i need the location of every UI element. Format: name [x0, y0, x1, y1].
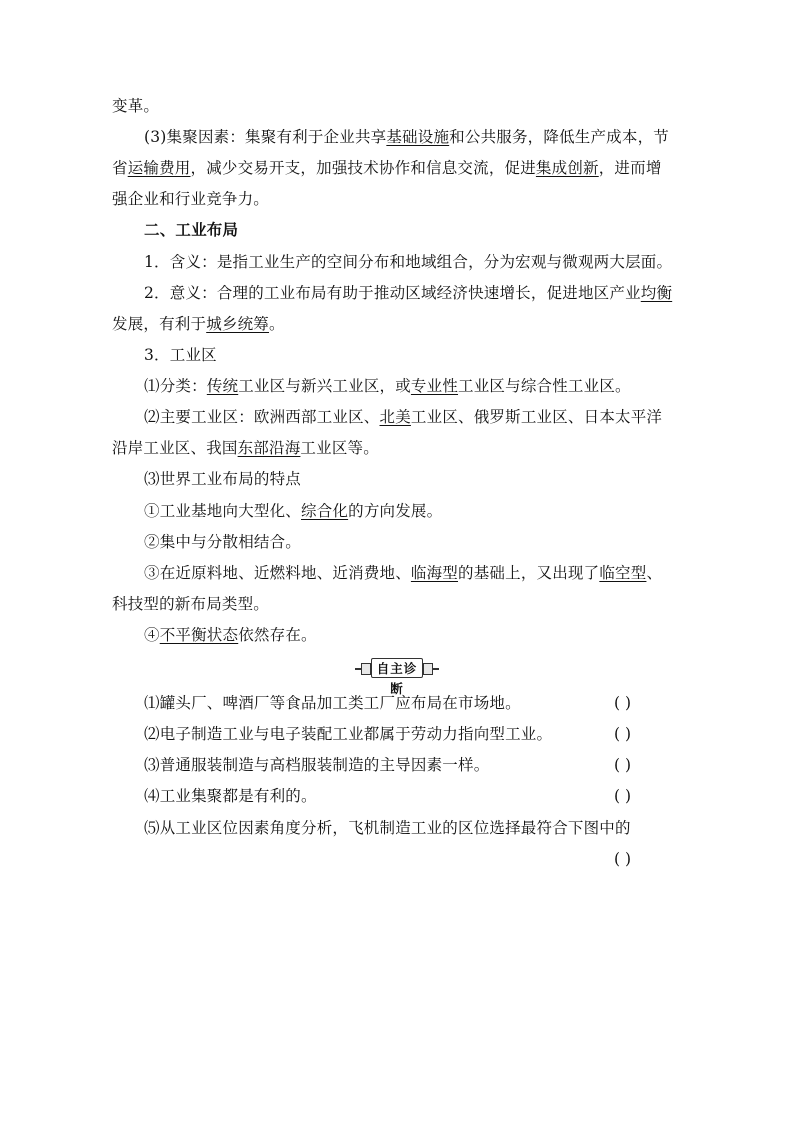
text-segment: ①工业基地向大型化、: [144, 502, 302, 520]
text-line: [144, 283, 672, 303]
text-segment: 的方向发展。: [348, 502, 443, 520]
underlined-term: 均衡: [640, 284, 673, 302]
underlined-term: 临空型: [599, 564, 647, 582]
text-line: [144, 563, 662, 583]
text-segment: ⑶世界工业布局的特点: [144, 470, 302, 488]
text-line: [144, 376, 631, 396]
text-segment: 发展，有利于: [112, 315, 207, 333]
badge-cap-right: [423, 663, 433, 675]
underlined-term: 传统: [206, 377, 239, 395]
text-segment: 和公共服务，降低生产成本，节: [449, 128, 669, 146]
text-segment: 依然存在。: [238, 626, 317, 644]
text-line: [144, 469, 301, 489]
text-segment: ③在近原料地、近燃料地、近消费地、: [144, 564, 411, 582]
text-segment: 科技型的新布局类型。: [112, 595, 270, 613]
text-segment: 二、工业布局: [144, 220, 239, 239]
text-segment: 。: [269, 315, 285, 333]
section-heading: [144, 220, 238, 240]
text-segment: 省: [112, 159, 128, 177]
text-segment: 3．工业区: [144, 346, 217, 364]
text-segment: 工业区与综合性工业区。: [458, 377, 631, 395]
self-diagnosis-badge: [355, 658, 439, 696]
answer-parentheses: ( ): [614, 694, 632, 712]
text-line: [112, 158, 662, 178]
text-line: [112, 96, 159, 116]
underlined-term: 运输费用: [127, 159, 191, 177]
text-segment: ④: [144, 626, 160, 644]
text-segment: ②集中与分散相结合。: [144, 533, 302, 551]
text-segment: ⑴分类：: [144, 377, 207, 395]
underlined-term: 集成创新: [535, 159, 599, 177]
text-segment: 工业区与新兴工业区，或: [238, 377, 411, 395]
text-segment: 的基础上，又出现了: [458, 564, 600, 582]
underlined-term: 临海型: [410, 564, 459, 582]
text-segment: ，进而增: [598, 159, 662, 177]
answer-parentheses: ( ): [614, 725, 632, 743]
text-segment: ⑵主要工业区：欧洲西部工业区、: [144, 408, 380, 426]
text-segment: 工业区等。: [300, 439, 379, 457]
text-line: [144, 501, 442, 521]
text-segment: 强企业和行业竞争力。: [112, 190, 270, 208]
text-line: [112, 314, 285, 334]
text-line: [112, 594, 269, 614]
question-text: ⑶普通服装制造与高档服装制造的主导因素一样。: [144, 756, 490, 774]
text-line: [144, 407, 662, 427]
question-text: ⑸从工业区位因素角度分析，飞机制造工业的区位选择最符合下图中的: [144, 819, 631, 837]
underlined-term: 专业性: [410, 377, 459, 395]
text-segment: ，减少交易开支，加强技术协作和信息交流，促进: [190, 159, 536, 177]
underlined-term: 综合化: [301, 502, 349, 520]
text-segment: 变革。: [112, 97, 160, 115]
text-line: [144, 625, 317, 645]
subsection-heading: [144, 345, 217, 365]
text-line: [144, 252, 672, 272]
question-text: ⑵电子制造工业与电子装配工业都属于劳动力指向型工业。: [144, 725, 553, 743]
text-line: [144, 127, 669, 147]
text-line: [144, 532, 301, 552]
underlined-term: 基础设施: [386, 128, 450, 146]
answer-parentheses: ( ): [614, 787, 632, 805]
answer-parentheses: ( ): [614, 756, 632, 774]
badge-cap-left: [361, 663, 371, 675]
text-segment: 工业区、俄罗斯工业区、日本太平洋: [410, 408, 663, 426]
answer-parentheses: ( ): [614, 850, 632, 868]
underlined-term: 东部沿海: [237, 439, 301, 457]
underlined-term: 不平衡状态: [159, 626, 239, 644]
text-segment: 1．含义：是指工业生产的空间分布和地域组合，分为宏观与微观两大层面。: [144, 253, 673, 271]
text-segment: 、: [646, 564, 663, 582]
text-segment: (3)集聚因素：集聚有利于企业共享: [144, 128, 387, 146]
question-text: ⑴罐头厂、啤酒厂等食品加工类工厂应布局在市场地。: [144, 694, 521, 712]
text-line: [112, 189, 269, 209]
text-segment: 2．意义：合理的工业布局有助于推动区域经济快速增长，促进地区产业: [144, 284, 641, 302]
text-segment: 沿岸工业区、我国: [112, 439, 238, 457]
underlined-term: 城乡统筹: [206, 315, 270, 333]
badge-label: 自主诊断: [371, 658, 423, 678]
underlined-term: 北美: [379, 408, 411, 426]
question-text: ⑷工业集聚都是有利的。: [144, 787, 317, 805]
text-line: [112, 438, 379, 458]
